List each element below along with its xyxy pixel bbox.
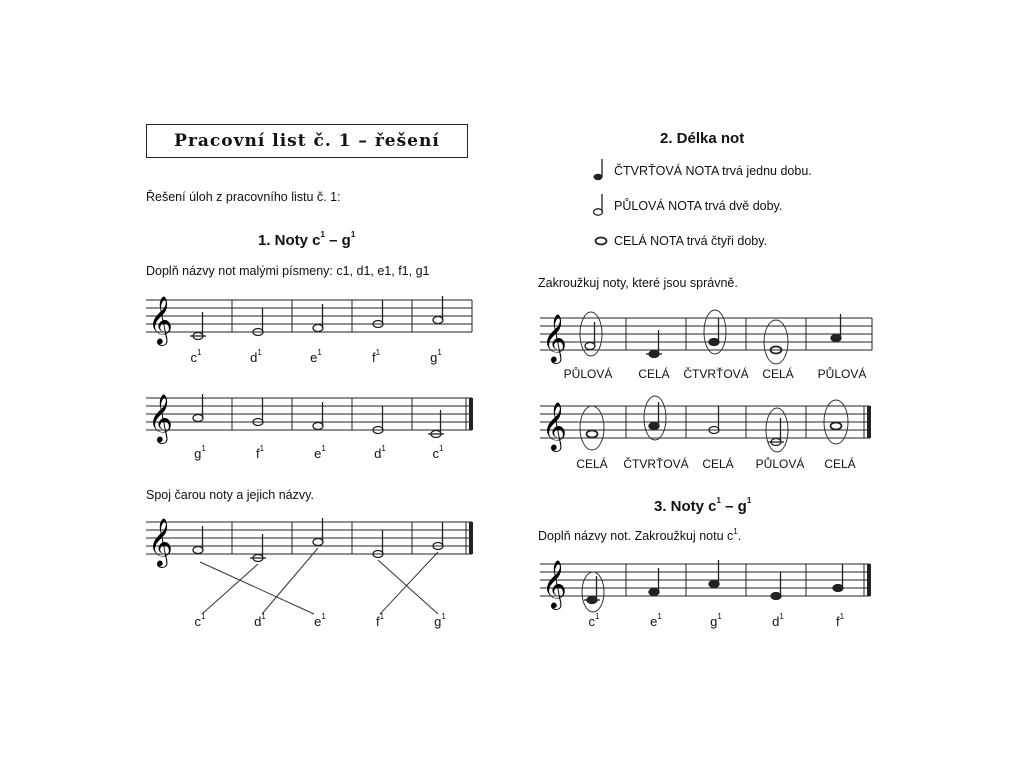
duration-label: ČTVRŤOVÁ bbox=[683, 367, 749, 381]
whole-note bbox=[831, 423, 842, 430]
note-name-label bbox=[636, 614, 676, 629]
intro-text: Řešení úloh z pracovního listu č. 1: bbox=[146, 190, 341, 204]
half-note bbox=[373, 406, 383, 434]
staff6-labels bbox=[574, 614, 874, 632]
duration-label: PŮLOVÁ bbox=[817, 367, 867, 381]
treble-clef-icon: 𝄞 bbox=[542, 401, 567, 450]
label-letter: f bbox=[371, 350, 376, 365]
label-octave: 1 bbox=[201, 444, 206, 453]
treble-clef-icon: 𝄞 bbox=[148, 517, 173, 566]
note-name-label bbox=[296, 350, 336, 365]
title-text: Pracovní list č. 1 – řešení bbox=[174, 131, 440, 151]
label-octave: 1 bbox=[197, 348, 202, 357]
treble-clef-icon: 𝄞 bbox=[542, 313, 567, 362]
note-name-label bbox=[574, 614, 614, 629]
s3-heading-sup2: 1 bbox=[746, 496, 752, 505]
note-name-label bbox=[758, 614, 798, 629]
label-octave: 1 bbox=[441, 612, 446, 621]
answer-circle bbox=[644, 396, 666, 440]
duration-label: CELÁ bbox=[576, 457, 608, 471]
staff3-labels bbox=[180, 614, 480, 632]
treble-clef-icon: 𝄞 bbox=[148, 295, 173, 344]
note-name-label bbox=[696, 614, 736, 629]
s1-heading-sup2: 1 bbox=[350, 230, 356, 239]
label-letter: f bbox=[835, 614, 840, 629]
label-octave: 1 bbox=[437, 348, 442, 357]
half-note bbox=[253, 308, 263, 336]
label-octave: 1 bbox=[317, 348, 322, 357]
staff-2 bbox=[146, 394, 476, 444]
note-name-label bbox=[356, 350, 396, 365]
label-octave: 1 bbox=[261, 612, 266, 621]
legend-quarter: ČTVRŤOVÁ NOTA trvá jednu dobu. bbox=[614, 164, 812, 178]
label-letter: e bbox=[314, 614, 322, 629]
label-letter: e bbox=[314, 446, 322, 461]
half-note bbox=[709, 406, 719, 434]
label-octave: 1 bbox=[201, 612, 206, 621]
legend-whole: CELÁ NOTA trvá čtyři doby. bbox=[614, 234, 768, 248]
label-letter: d bbox=[374, 446, 382, 461]
note-name-label bbox=[416, 350, 456, 365]
answer-circle bbox=[582, 572, 604, 612]
s1-instruction-base: Doplň názvy not malými písmeny: c bbox=[146, 264, 343, 278]
section2-heading: 2. Délka not bbox=[660, 130, 745, 147]
note-name-label bbox=[360, 446, 400, 461]
connect-lines bbox=[200, 548, 438, 614]
section3-heading bbox=[654, 498, 751, 515]
half-note bbox=[253, 398, 263, 426]
label-letter: d bbox=[772, 614, 780, 629]
note-name-label bbox=[236, 350, 276, 365]
staff-6 bbox=[540, 558, 876, 618]
label-octave: 1 bbox=[379, 612, 385, 621]
staff4-labels bbox=[548, 367, 888, 385]
staff5-labels bbox=[552, 457, 892, 475]
label-letter: g bbox=[710, 614, 718, 629]
answer-circle bbox=[580, 406, 604, 450]
label-letter: g bbox=[434, 614, 442, 629]
note-name-label bbox=[420, 614, 460, 629]
label-octave: 1 bbox=[375, 348, 381, 357]
label-octave: 1 bbox=[257, 348, 262, 357]
duration-label: ČTVRŤOVÁ bbox=[623, 457, 689, 471]
s3-instruction-sup: 1 bbox=[733, 527, 738, 536]
label-letter: f bbox=[255, 446, 260, 461]
label-letter: g bbox=[194, 446, 202, 461]
quarter-note-icon bbox=[592, 158, 608, 182]
half-note bbox=[373, 530, 383, 558]
label-letter: e bbox=[650, 614, 658, 629]
duration-label: CELÁ bbox=[702, 457, 734, 471]
label-letter: c bbox=[194, 614, 202, 629]
staff2-labels bbox=[180, 446, 480, 464]
staff-4 bbox=[540, 310, 876, 362]
answer-circle bbox=[704, 310, 726, 354]
s3-instruction-base: Doplň názvy not. Zakroužkuj notu c bbox=[538, 529, 734, 543]
label-letter: e bbox=[310, 350, 318, 365]
whole-note bbox=[587, 431, 598, 438]
label-octave: 1 bbox=[321, 444, 326, 453]
section1-heading bbox=[258, 232, 355, 249]
note-name-label bbox=[360, 614, 400, 629]
s3-heading-base: 3. Noty c bbox=[654, 498, 717, 515]
label-letter: c bbox=[190, 350, 198, 365]
note-name-label bbox=[240, 614, 280, 629]
note-name-label bbox=[176, 350, 216, 365]
whole-note-icon bbox=[594, 236, 608, 246]
connect-instruction: Spoj čarou noty a jejich názvy. bbox=[146, 488, 314, 502]
label-octave: 1 bbox=[321, 612, 326, 621]
section3-instruction bbox=[538, 529, 741, 543]
treble-clef-icon: 𝄞 bbox=[542, 559, 567, 608]
treble-clef-icon: 𝄞 bbox=[148, 393, 173, 442]
staff-5 bbox=[540, 398, 876, 454]
half-note-icon bbox=[592, 193, 608, 217]
label-letter: d bbox=[254, 614, 262, 629]
duration-label: CELÁ bbox=[824, 457, 856, 471]
label-letter: d bbox=[250, 350, 258, 365]
staff-3 bbox=[146, 518, 476, 618]
label-octave: 1 bbox=[439, 444, 444, 453]
label-letter: c bbox=[432, 446, 440, 461]
duration-label: PŮLOVÁ bbox=[755, 457, 805, 471]
label-octave: 1 bbox=[779, 612, 784, 621]
s1-heading-sup1: 1 bbox=[320, 230, 325, 239]
duration-label: CELÁ bbox=[762, 367, 794, 381]
label-letter: f bbox=[375, 614, 380, 629]
s3-instruction-end: . bbox=[737, 529, 742, 543]
label-octave: 1 bbox=[717, 612, 722, 621]
label-octave: 1 bbox=[381, 444, 386, 453]
note-name-label bbox=[418, 446, 458, 461]
staff-1 bbox=[146, 296, 476, 346]
s1-heading-base: 1. Noty c bbox=[258, 232, 321, 249]
label-octave: 1 bbox=[657, 612, 662, 621]
label-letter: c bbox=[588, 614, 596, 629]
note-name-label bbox=[300, 446, 340, 461]
legend-half: PŮLOVÁ NOTA trvá dvě doby. bbox=[614, 199, 783, 213]
section2-instruction: Zakroužkuj noty, které jsou správně. bbox=[538, 276, 738, 290]
note-name-label bbox=[240, 446, 280, 461]
s1-instruction-rest: 1, d1, e1, f1, g1 bbox=[342, 264, 430, 278]
worksheet-title bbox=[146, 124, 468, 158]
staff1-labels bbox=[176, 350, 476, 368]
label-octave: 1 bbox=[839, 612, 845, 621]
half-note bbox=[433, 522, 443, 550]
note-name-label bbox=[820, 614, 860, 629]
section1-instruction bbox=[146, 264, 429, 278]
note-name-label bbox=[180, 614, 220, 629]
quarter-note bbox=[833, 564, 843, 592]
quarter-note bbox=[709, 318, 719, 346]
duration-label: CELÁ bbox=[638, 367, 670, 381]
half-note bbox=[373, 300, 383, 328]
s3-heading-sup1: 1 bbox=[716, 496, 721, 505]
s3-heading-mid: – g bbox=[720, 498, 747, 515]
note-name-label bbox=[300, 614, 340, 629]
quarter-note bbox=[771, 572, 781, 600]
label-letter: g bbox=[430, 350, 438, 365]
label-octave: 1 bbox=[259, 444, 265, 453]
note-name-label bbox=[180, 446, 220, 461]
label-octave: 1 bbox=[595, 612, 600, 621]
s1-heading-mid: – g bbox=[324, 232, 351, 249]
duration-label: PŮLOVÁ bbox=[563, 367, 613, 381]
